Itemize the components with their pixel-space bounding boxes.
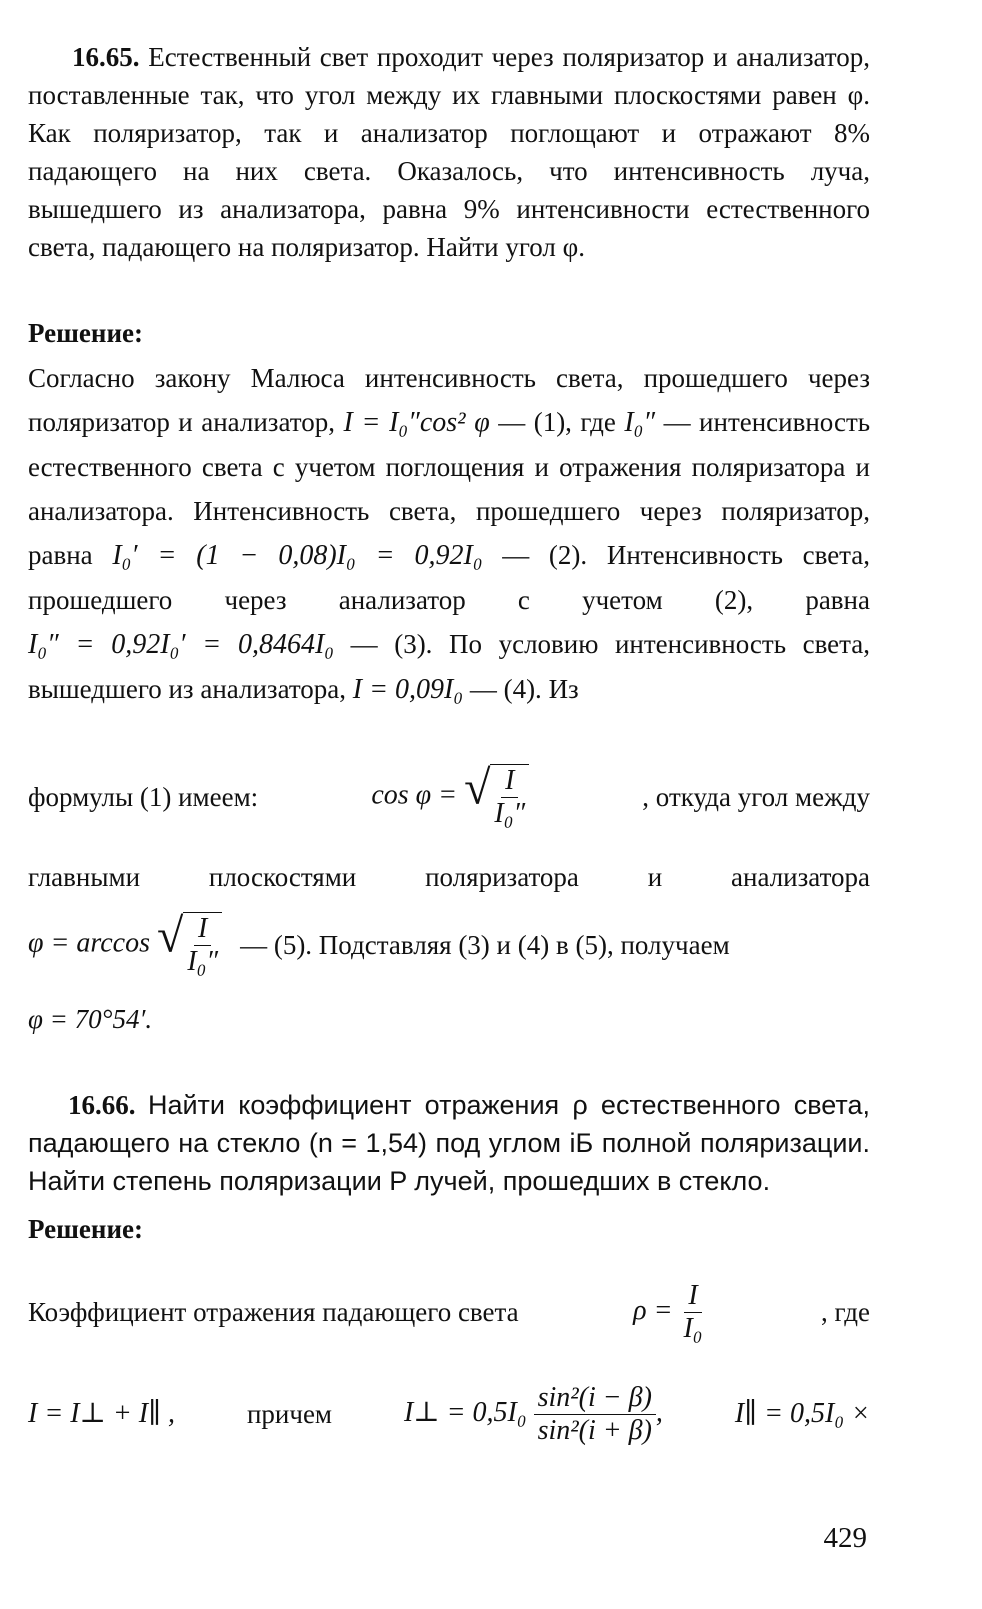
formula-4: I = 0,09I₀ [352, 674, 464, 705]
formula-i-parallel: I∥ = 0,5I₀ × [734, 1398, 870, 1429]
formula-i-perp: I⊥ = 0,5I₀ $\frac{\text{sin²(i − β)}}{\text{sin²(i + β)}}$ , [403, 1381, 663, 1446]
problem-number: 16.66. [68, 1090, 136, 1120]
symbol-i0-double-prime: I₀″ [624, 407, 656, 438]
formula-arccos: φ = arccos √ $\frac{I}{\text{I₀″}}$ [28, 912, 222, 978]
answer-16-65: φ = 70°54′. [28, 1004, 153, 1034]
reflection-coefficient-line: Коэффициент отражения падающего света ρ = $\frac{I}{\text{I₀}}$ , где [28, 1279, 870, 1344]
page-number: 429 [823, 1522, 867, 1554]
problem-number: 16.65. [72, 42, 140, 72]
intensity-sum-line: I = I⊥ + I∥ , причем I⊥ = 0,5I₀ $\frac{\text{sin²(i − β)}}{\text{sin²(i + β)}}$ , I∥ = 0,5I₀ × [28, 1381, 870, 1446]
formula-3: I₀″ = 0,92I₀′ = 0,8464I₀ [28, 629, 335, 660]
problem-text: Найти коэффициент отражения ρ естественного света, падающего на стекло (n = 1,54) под углом iБ полной поляризации. Найти степень поляризации P лучей, прошедших в стекло. [28, 1090, 870, 1196]
problem-text: Естественный свет проходит через поляризатор и анализатор, поставленные так, что угол между их главными плоскостями равен φ. Как поляризатор, так и анализатор поглощают и отражают 8% падающего на них света. Оказалось, что интенсивность луча, вышедшего из анализатора, равна 9% интенсивности естественного света, падающего на поляризатор. Найти угол φ. [28, 42, 870, 262]
formula-rho: ρ = $\frac{I}{\text{I₀}}$ [633, 1279, 703, 1344]
solution-line-planes: главными плоскостями поляризатора и анализатора [28, 862, 870, 892]
solution-heading: Решение: [28, 318, 143, 348]
solution-paragraph-1: Согласно закону Малюса интенсивность света, прошедшего через поляризатор и анализатор, I = I₀″cos² φ — (1), где I₀″ — интенсивность естественного света с учетом поглощения и отражения поляризатора и анализатора. Интенсивность света, прошедшего через поляризатор, равна I₀′ = (1 − 0,08)I₀ = 0,92I₀ — (2). Интенсивность света, прошедшего через анализатор с учетом (2), равна I₀″ = 0,92I₀′ = 0,8464I₀ — (3). По условию интенсивность света, вышедшего из анализатора, I = 0,09I₀ — (4). Из [28, 363, 871, 705]
formula-cos-line: формулы (1) имеем: cos φ = √ $\frac{I}{\text{I₀″}}$ , откуда угол между [28, 761, 870, 829]
formula-cos-phi: cos φ = √ $\frac{I}{\text{I₀″}}$ [371, 764, 529, 830]
formula-arccos-line: φ = arccos √ $\frac{I}{\text{I₀″}}$ — (5). Подставляя (3) и (4) в (5), получаем [28, 909, 730, 977]
solution-heading-66: Решение: [28, 1214, 143, 1244]
formula-intensity-sum: I = I⊥ + I∥ , [28, 1398, 176, 1429]
problem-16-66 [28, 1086, 870, 1200]
formula-1: I = I₀″cos² φ [343, 407, 490, 438]
formula-2: I₀′ = (1 − 0,08)I₀ = 0,92I₀ [112, 540, 483, 571]
problem-16-65 [28, 38, 870, 266]
